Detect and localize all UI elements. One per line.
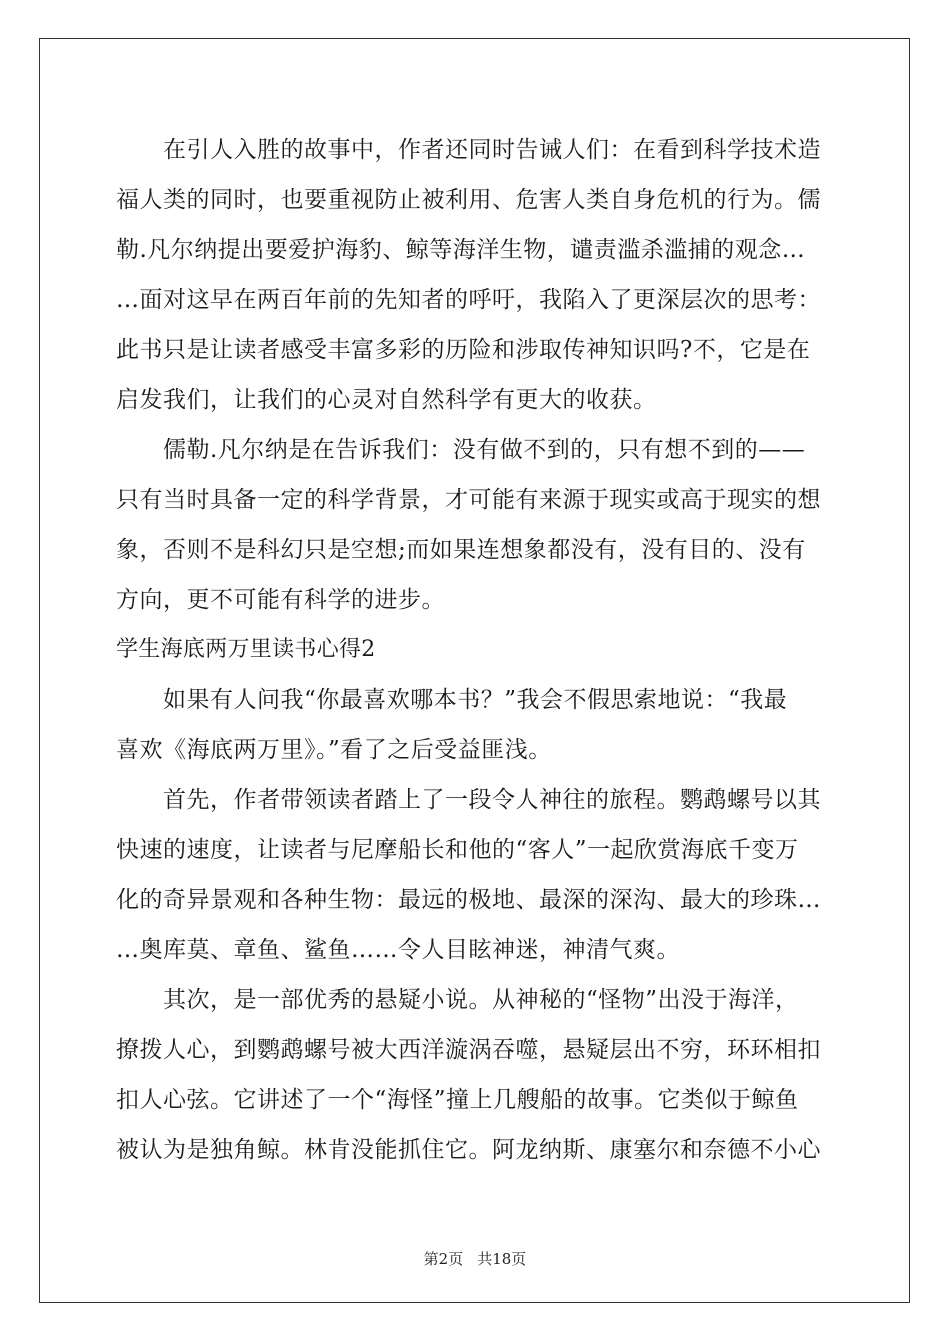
text-line: 被认为是独角鲸。林肯没能抓住它。阿龙纳斯、康塞尔和奈德不小心: [116, 1137, 821, 1163]
text-line: 化的奇异景观和各种生物：最远的极地、最深的深沟、最大的珍珠…: [116, 887, 821, 913]
paragraph: [116, 675, 836, 775]
paragraph: [116, 125, 836, 425]
text-line: 撩拨人心，到鹦鹉螺号被大西洋漩涡吞噬，悬疑层出不穷，环环相扣: [116, 1037, 821, 1063]
text-line: 首先，作者带领读者踏上了一段令人神往的旅程。鹦鹉螺号以其: [116, 787, 821, 813]
text-line: 快速的速度，让读者与尼摩船长和他的“客人”一起欣赏海底千变万: [116, 837, 799, 863]
text-line: 喜欢《海底两万里》。”看了之后受益匪浅。: [116, 737, 552, 763]
text-line: …奥库莫、章鱼、鲨鱼……令人目眩神迷，神清气爽。: [116, 937, 680, 963]
text-line: 福人类的同时，也要重视防止被利用、危害人类自身危机的行为。儒: [116, 187, 821, 213]
text-line: 方向，更不可能有科学的进步。: [116, 587, 445, 613]
text-line: 此书只是让读者感受丰富多彩的历险和涉取传神知识吗?不，它是在: [116, 337, 811, 363]
page-footer: [0, 1248, 950, 1269]
section-heading: 学生海底两万里读书心得2: [116, 637, 376, 662]
text-line: 儒勒.凡尔纳是在告诉我们：没有做不到的，只有想不到的——: [116, 437, 806, 463]
text-line: 象，否则不是科幻只是空想;而如果连想象都没有，没有目的、没有: [116, 537, 806, 563]
text-line: 扣人心弦。它讲述了一个“海怪”撞上几艘船的故事。它类似于鲸鱼: [116, 1087, 799, 1113]
paragraph: [116, 425, 836, 625]
text-line: 在引人入胜的故事中，作者还同时告诫人们：在看到科学技术造: [116, 137, 821, 163]
paragraph: [116, 775, 836, 975]
text-line: 启发我们，让我们的心灵对自然科学有更大的收获。: [116, 387, 657, 413]
text-line: 只有当时具备一定的科学背景，才可能有来源于现实或高于现实的想: [116, 487, 821, 513]
text-line: …面对这早在两百年前的先知者的呼吁，我陷入了更深层次的思考：: [116, 287, 821, 313]
text-line: 其次，是一部优秀的悬疑小说。从神秘的“怪物”出没于海洋，: [116, 987, 799, 1013]
text-line: 如果有人问我“你最喜欢哪本书？”我会不假思索地说：“我最: [116, 687, 788, 713]
page-number: 第2页: [423, 1250, 464, 1268]
document-body: [116, 125, 836, 1175]
page-total: 共18页: [477, 1250, 527, 1268]
paragraph: [116, 975, 836, 1175]
text-line: 勒.凡尔纳提出要爱护海豹、鲸等海洋生物，谴责滥杀滥捕的观念…: [116, 237, 806, 263]
